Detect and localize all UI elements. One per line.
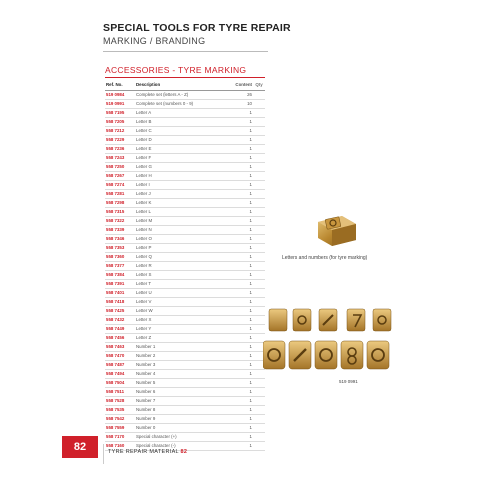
qty-cell [253, 180, 265, 189]
footer-page-number: 82 [180, 449, 188, 455]
ref-cell: 558 7212 [105, 126, 135, 135]
ref-cell: 558 7432 [105, 315, 135, 324]
content-cell: 1 [234, 171, 253, 180]
ref-cell: 558 7322 [105, 216, 135, 225]
ref-cell: 558 7205 [105, 117, 135, 126]
table-row [105, 261, 265, 270]
ref-cell: 558 7236 [105, 144, 135, 153]
content-cell: 1 [234, 126, 253, 135]
table-row [105, 90, 265, 99]
ref-cell: 558 7463 [105, 342, 135, 351]
description-cell: Letter X [135, 315, 234, 324]
description-cell: Number 2 [135, 351, 234, 360]
column-header-content: Content [234, 81, 253, 90]
table-row [105, 342, 265, 351]
content-cell: 1 [234, 297, 253, 306]
table-row [105, 432, 265, 441]
table-row [105, 396, 265, 405]
ref-cell: 558 7281 [105, 189, 135, 198]
description-cell: Letter Q [135, 252, 234, 261]
content-cell: 1 [234, 405, 253, 414]
qty-cell [253, 135, 265, 144]
qty-cell [253, 126, 265, 135]
content-cell: 1 [234, 342, 253, 351]
column-header-description: Description [135, 81, 234, 90]
ref-cell: 558 7160 [105, 441, 135, 450]
description-cell: Complete set (letters A - Z) [135, 90, 234, 99]
ref-cell: 558 7298 [105, 198, 135, 207]
ref-cell: 558 7195 [105, 108, 135, 117]
description-cell: Special character (+) [135, 432, 234, 441]
description-cell: Letter Y [135, 324, 234, 333]
section-title: ACCESSORIES - TYRE MARKING [105, 65, 247, 75]
ref-cell: 558 7250 [105, 162, 135, 171]
qty-cell [253, 414, 265, 423]
description-cell: Complete set (numbers 0 - 9) [135, 99, 234, 108]
ref-cell: 558 7528 [105, 396, 135, 405]
qty-cell [253, 171, 265, 180]
qty-cell [253, 387, 265, 396]
ref-cell: 519 0984 [105, 90, 135, 99]
ref-cell: 558 7494 [105, 369, 135, 378]
table-row [105, 369, 265, 378]
qty-cell [253, 216, 265, 225]
content-cell: 1 [234, 387, 253, 396]
ref-cell: 558 7391 [105, 279, 135, 288]
qty-cell [253, 234, 265, 243]
qty-cell [253, 288, 265, 297]
content-cell: 1 [234, 369, 253, 378]
description-cell: Letter G [135, 162, 234, 171]
description-cell: Letter O [135, 234, 234, 243]
description-cell: Letter H [135, 171, 234, 180]
ref-cell: 558 7360 [105, 252, 135, 261]
table-row [105, 378, 265, 387]
qty-cell [253, 153, 265, 162]
ref-cell: 558 7418 [105, 297, 135, 306]
table-row [105, 243, 265, 252]
ref-cell: 558 7315 [105, 207, 135, 216]
qty-cell [253, 378, 265, 387]
stamp-row-bottom [263, 341, 389, 369]
table-row [105, 126, 265, 135]
page-subtitle: MARKING / BRANDING [103, 36, 206, 46]
content-cell: 1 [234, 162, 253, 171]
description-cell: Letter I [135, 180, 234, 189]
ref-cell: 558 7339 [105, 225, 135, 234]
content-cell: 1 [234, 423, 253, 432]
ref-cell: 558 7377 [105, 261, 135, 270]
stamp-row-top [269, 309, 391, 331]
qty-cell [253, 243, 265, 252]
description-cell: Number 5 [135, 378, 234, 387]
description-cell: Letter S [135, 270, 234, 279]
ref-cell: 558 7470 [105, 351, 135, 360]
qty-cell [253, 117, 265, 126]
ref-cell: 558 7346 [105, 234, 135, 243]
table-row [105, 225, 265, 234]
parts-table [105, 81, 265, 451]
footer [108, 449, 187, 455]
description-cell: Number 9 [135, 414, 234, 423]
content-cell: 26 [234, 90, 253, 99]
description-cell: Letter V [135, 297, 234, 306]
qty-cell [253, 144, 265, 153]
ref-cell: 558 7535 [105, 405, 135, 414]
photo-caption-letters: Letters and numbers (for tyre marking) [282, 255, 368, 261]
ref-cell: 519 0991 [105, 99, 135, 108]
table-row [105, 252, 265, 261]
table-row [105, 171, 265, 180]
ref-cell: 558 7456 [105, 333, 135, 342]
content-cell: 1 [234, 288, 253, 297]
table-row [105, 315, 265, 324]
qty-cell [253, 90, 265, 99]
content-cell: 1 [234, 225, 253, 234]
content-cell: 1 [234, 441, 253, 450]
content-cell: 1 [234, 261, 253, 270]
description-cell: Special character (-) [135, 441, 234, 450]
qty-cell [253, 441, 265, 450]
table-row [105, 234, 265, 243]
table-row [105, 117, 265, 126]
description-cell: Number 3 [135, 360, 234, 369]
ref-cell: 558 7487 [105, 360, 135, 369]
ref-cell: 558 7401 [105, 288, 135, 297]
column-header-qty: Qty [253, 81, 265, 90]
content-cell: 1 [234, 144, 253, 153]
table-row [105, 189, 265, 198]
number-stamp-set-photo [263, 305, 403, 375]
qty-cell [253, 432, 265, 441]
table-body [105, 90, 265, 450]
content-cell: 1 [234, 414, 253, 423]
description-cell: Letter R [135, 261, 234, 270]
content-cell: 1 [234, 351, 253, 360]
description-cell: Letter D [135, 135, 234, 144]
table-row [105, 414, 265, 423]
table-row [105, 297, 265, 306]
description-cell: Number 4 [135, 369, 234, 378]
content-cell: 1 [234, 432, 253, 441]
description-cell: Letter W [135, 306, 234, 315]
qty-cell [253, 99, 265, 108]
content-cell: 1 [234, 252, 253, 261]
content-cell: 1 [234, 333, 253, 342]
qty-cell [253, 198, 265, 207]
description-cell: Letter U [135, 288, 234, 297]
ref-cell: 558 7449 [105, 324, 135, 333]
ref-cell: 558 7425 [105, 306, 135, 315]
description-cell: Letter A [135, 108, 234, 117]
table-row [105, 387, 265, 396]
description-cell: Letter J [135, 189, 234, 198]
qty-cell [253, 261, 265, 270]
content-cell: 1 [234, 198, 253, 207]
footer-label: TYRE REPAIR MATERIAL [108, 449, 179, 455]
table-row [105, 135, 265, 144]
content-cell: 1 [234, 108, 253, 117]
table-row [105, 198, 265, 207]
description-cell: Letter F [135, 153, 234, 162]
page-number-badge: 82 [62, 436, 98, 458]
qty-cell [253, 270, 265, 279]
qty-cell [253, 423, 265, 432]
column-header-ref: Ref. No. [105, 81, 135, 90]
table-row [105, 351, 265, 360]
content-cell: 1 [234, 180, 253, 189]
content-cell: 1 [234, 234, 253, 243]
table-row [105, 99, 265, 108]
content-cell: 1 [234, 189, 253, 198]
ref-cell: 558 7504 [105, 378, 135, 387]
description-cell: Letter K [135, 198, 234, 207]
photo-caption-set: 519 0991 [339, 379, 358, 384]
qty-cell [253, 162, 265, 171]
content-cell: 1 [234, 243, 253, 252]
content-cell: 1 [234, 117, 253, 126]
table-row [105, 180, 265, 189]
description-cell: Letter C [135, 126, 234, 135]
description-cell: Letter M [135, 216, 234, 225]
ref-cell: 558 7542 [105, 414, 135, 423]
description-cell: Letter L [135, 207, 234, 216]
table-row [105, 144, 265, 153]
description-cell: Number 0 [135, 423, 234, 432]
ref-cell: 558 7559 [105, 423, 135, 432]
content-cell: 1 [234, 135, 253, 144]
qty-cell [253, 189, 265, 198]
ref-cell: 558 7384 [105, 270, 135, 279]
table-row [105, 360, 265, 369]
table-row [105, 270, 265, 279]
ref-cell: 558 7267 [105, 171, 135, 180]
table-row [105, 108, 265, 117]
ref-cell: 558 7170 [105, 432, 135, 441]
content-cell: 1 [234, 279, 253, 288]
table-row [105, 423, 265, 432]
content-cell: 1 [234, 306, 253, 315]
content-cell: 1 [234, 396, 253, 405]
qty-cell [253, 108, 265, 117]
description-cell: Letter B [135, 117, 234, 126]
footer-divider [103, 444, 104, 464]
table-row [105, 207, 265, 216]
table-header-row [105, 81, 265, 90]
table-row [105, 162, 265, 171]
description-cell: Letter T [135, 279, 234, 288]
content-cell: 1 [234, 360, 253, 369]
description-cell: Letter P [135, 243, 234, 252]
content-cell: 1 [234, 315, 253, 324]
table-row [105, 288, 265, 297]
stamp-letter-photo [312, 210, 360, 250]
table-row [105, 324, 265, 333]
ref-cell: 558 7274 [105, 180, 135, 189]
page-title: SPECIAL TOOLS FOR TYRE REPAIR [103, 22, 291, 34]
description-cell: Number 6 [135, 387, 234, 396]
table-row [105, 405, 265, 414]
description-cell: Letter E [135, 144, 234, 153]
qty-cell [253, 396, 265, 405]
qty-cell [253, 405, 265, 414]
content-cell: 1 [234, 153, 253, 162]
content-cell: 1 [234, 378, 253, 387]
table-row [105, 306, 265, 315]
ref-cell: 558 7229 [105, 135, 135, 144]
header-divider [103, 51, 268, 52]
table-row [105, 216, 265, 225]
qty-cell [253, 279, 265, 288]
ref-cell: 558 7353 [105, 243, 135, 252]
ref-cell: 558 7243 [105, 153, 135, 162]
description-cell: Number 1 [135, 342, 234, 351]
qty-cell [253, 207, 265, 216]
table-row [105, 279, 265, 288]
description-cell: Number 7 [135, 396, 234, 405]
ref-cell: 558 7511 [105, 387, 135, 396]
description-cell: Letter N [135, 225, 234, 234]
content-cell: 1 [234, 270, 253, 279]
qty-cell [253, 225, 265, 234]
table-row [105, 333, 265, 342]
description-cell: Letter Z [135, 333, 234, 342]
table-row [105, 153, 265, 162]
content-cell: 1 [234, 216, 253, 225]
content-cell: 1 [234, 207, 253, 216]
content-cell: 1 [234, 324, 253, 333]
content-cell: 10 [234, 99, 253, 108]
qty-cell [253, 252, 265, 261]
description-cell: Number 8 [135, 405, 234, 414]
section-divider [105, 77, 265, 78]
